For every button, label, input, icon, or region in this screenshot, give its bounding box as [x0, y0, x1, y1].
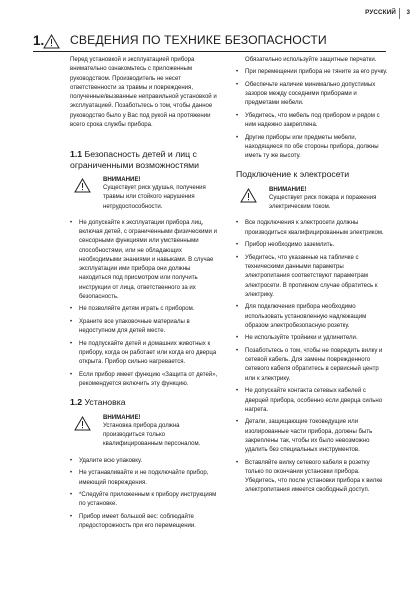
left-column: [70, 56, 222, 535]
list-item: • Не устанавливайте и не подключайте прибор, имеющий повреждения.: [70, 469, 222, 488]
list-item: • Для подключения прибора необходимо использовать установленную надлежащим образом электробезопасную розетку.: [236, 303, 388, 331]
warning-text: Существует риск удушья, получения травмы или стойкого нарушения нетрудоспособности.: [103, 185, 206, 210]
section-number: 1.: [33, 33, 45, 48]
warning-text: Существует риск пожара и поражения электрическим током.: [269, 194, 377, 211]
section-title: СВЕДЕНИЯ ПО ТЕХНИКЕ БЕЗОПАСНОСТИ: [70, 33, 327, 47]
language-label: РУССКИЙ: [365, 9, 396, 16]
list-item: • Не позволяйте детям играть с прибором.: [70, 305, 222, 314]
warning-label: ВНИМАНИЕ!: [269, 185, 307, 193]
list-item: • Убедитесь, что указанные на табличке с техническими данными параметры электропитания соответствуют параметрам электросети. В противном случае обратитесь к электрику.: [236, 254, 388, 300]
list-item: • *Следуйте приложенным к прибору инструкциям по установке.: [70, 491, 222, 510]
subsection-heading: [70, 149, 222, 170]
list-item: • Убедитесь, что мебель под прибором и рядом с ним надежно закреплена.: [236, 112, 388, 131]
warning-block: [236, 186, 388, 213]
list-item: • Вставляйте вилку сетевого кабеля в розетку только по окончании установки прибора. Убедитесь, что после установки прибора к вилке электропитания имеется свободный доступ.: [236, 459, 388, 496]
warning-label: ВНИМАНИЕ!: [103, 176, 141, 184]
header-divider: [399, 8, 400, 19]
list-item: • Другие приборы или предметы мебели, находящиеся по обе стороны прибора, должны иметь ту же высоту.: [236, 134, 388, 162]
list-item: • Обеспечьте наличие минимально допустимых зазоров между соседними приборами и предметами мебели.: [236, 81, 388, 109]
list-item: • Не используйте тройники и удлинители.: [236, 334, 388, 343]
bullet-list: [70, 219, 222, 389]
warning-block: [70, 176, 222, 212]
section-divider: [33, 51, 386, 52]
warning-text: Установка прибора должна производиться только квалифицированным персоналом.: [103, 422, 201, 448]
list-item: • Удалите всю упаковку.: [70, 457, 222, 466]
continued-text: Обязательно используйте защитные перчатки.: [245, 57, 377, 63]
list-item: • Если прибор имеет функцию «Защита от детей», рекомендуется включить эту функцию.: [70, 371, 222, 390]
page-header: [324, 6, 420, 24]
subsection-number: 1.1: [70, 149, 83, 159]
subsection-heading: [70, 397, 222, 408]
list-item: • Позаботьтесь о том, чтобы не повредить вилку и сетевой кабель. Для замены поврежденного сетевого кабеля обратитесь в сервисный центр или к электрику.: [236, 347, 388, 384]
warning-label: ВНИМАНИЕ!: [103, 413, 141, 421]
subsection-heading: Подключение к электросети: [236, 169, 350, 180]
list-item: • Прибор необходимо заземлить.: [236, 241, 388, 250]
list-item: • Все подключения к электросети должны производиться квалифицированным электриком.: [236, 219, 388, 238]
subsection-title: Установка: [84, 397, 126, 408]
warning-block: [70, 414, 222, 450]
subsection-title: Безопасность детей и лиц с ограниченными возможностями: [70, 149, 199, 170]
bullet-list: [70, 457, 222, 532]
list-item: • Храните все упаковочные материалы в недоступном для детей месте.: [70, 318, 222, 337]
warning-triangle-icon: [74, 178, 91, 198]
intro-paragraph: Перед установкой и эксплуатацией прибора внимательно ознакомьтесь с приложенным руководством. Производитель не несет ответственности за травмы и повреждения, полученные/вызванные неправильной установкой и эксплуатацией. Позаботьтесь о том, чтобы данное руководство было у Вас под рукой на протяжении всего срока службы прибора.: [70, 57, 217, 128]
subsection-number: 1.2: [70, 397, 83, 408]
right-column: [236, 56, 388, 499]
list-item: • Прибор имеет большой вес: соблюдайте предосторожность при его перемещении.: [70, 513, 222, 532]
bullet-list: [236, 219, 388, 495]
page-number: 3: [406, 9, 410, 16]
list-item: • Детали, защищающие токоведущие или изолированные части прибора, должны быть закреплены так, чтобы их было невозможно удалить без специальных инструментов.: [236, 418, 388, 455]
list-item: • При перемещении прибора не тяните за его ручку.: [236, 68, 388, 77]
bullet-list: [236, 68, 388, 161]
list-item: • Не подпускайте детей и домашних животных к прибору, когда он работает или когда его дверца открыта. Прибор сильно нагревается.: [70, 340, 222, 368]
warning-triangle-icon: [74, 416, 91, 436]
list-item: • Не допускайте контакта сетевых кабелей с дверцей прибора, особенно если дверца сильно нагрета.: [236, 387, 388, 415]
warning-triangle-icon: [240, 188, 257, 208]
list-item: • Не допускайте к эксплуатации прибора лиц, включая детей, с ограниченными физическими и сенсорными функциями или умственными способностями, или не обладающих необходимыми знаниями и навыками. В случае эксплуатации ими прибора они должны находиться под присмотром или получить инструкции от лица, ответственного за их безопасность.: [70, 219, 222, 302]
